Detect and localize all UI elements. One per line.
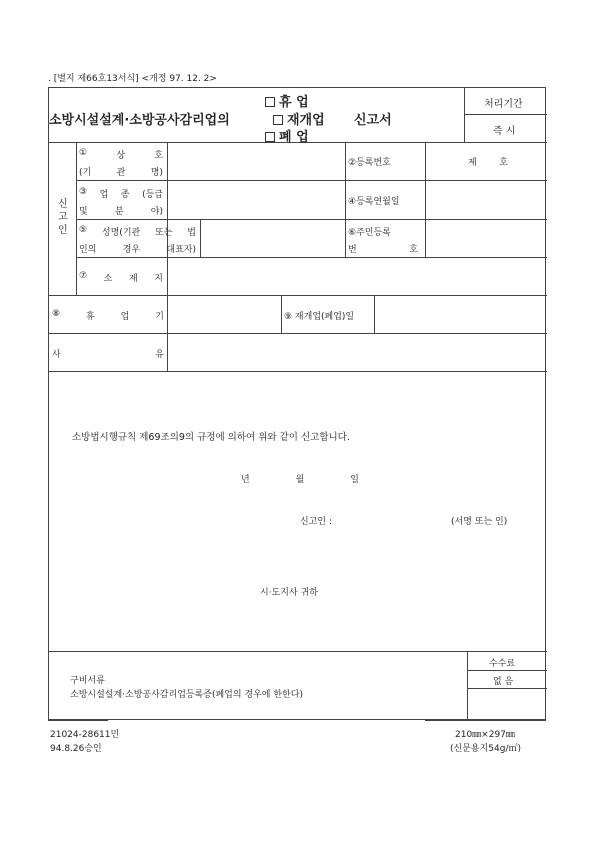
reporter-label: 신고인 : [300, 517, 332, 527]
registration-number-value: 제 호 [468, 158, 508, 168]
required-documents-label: 구비서류 [70, 676, 105, 686]
divider [49, 333, 547, 334]
field-business-type-label: ③ 업 종 (등급 및 분 야) [79, 187, 163, 217]
report-form [48, 87, 546, 720]
divider [464, 114, 547, 115]
field-registration-number-label: ②등록번호 [348, 158, 391, 168]
divider [425, 142, 426, 180]
processing-period-label: 처리기간 [484, 99, 523, 110]
divider [76, 219, 547, 220]
paper-type: (신문용지54g/㎡) [450, 744, 521, 754]
date-line: 년 월 일 [241, 475, 359, 485]
field-reopen-date-label: ⑨ 재개업(폐업)일 [284, 312, 355, 322]
applicant-label: 신 고 인 [58, 199, 68, 236]
title-option-resume: 재개업 [273, 109, 325, 128]
recipient: 시·도지사 귀하 [260, 588, 318, 598]
field-representative-name-label: ⑤ 성명(기관 또는 법 인의 경우 대표자) [79, 225, 196, 255]
divider [374, 295, 375, 333]
title-option-suspend: 휴 업 [265, 91, 309, 110]
divider [467, 670, 547, 671]
divider [345, 180, 346, 257]
divider [76, 257, 547, 258]
bottom-rule [48, 720, 108, 721]
divider [49, 295, 547, 296]
declaration-statement: 소방법시행규칙 제69조의9의 규정에 의하여 위와 같이 신고합니다. [72, 432, 350, 443]
paper-size: 210㎜×297㎜ [455, 730, 515, 740]
field-reason-label: 사 유 [52, 350, 164, 360]
fee-label: 수수료 [489, 659, 516, 669]
approval-number: 21024-28611민 [50, 730, 120, 740]
fee-value: 없 음 [493, 677, 514, 687]
field-registration-date-label: ④등록연월일 [348, 197, 400, 207]
divider [467, 688, 547, 689]
field-suspension-period-label: ⑧ 휴 업 기 [52, 309, 164, 322]
divider [49, 371, 547, 372]
form-reference: . [별지 제66호13서식] <개정 97. 12. 2> [48, 74, 217, 84]
bottom-rule [425, 720, 546, 721]
field-company-name-label: ① 상 호 (기 관 명) [79, 148, 163, 178]
divider [467, 651, 468, 721]
divider [345, 142, 346, 180]
divider [425, 180, 426, 257]
signature-label: (서명 또는 인) [451, 517, 508, 527]
divider [464, 88, 465, 142]
checkbox-icon [265, 97, 275, 107]
processing-period-value: 즉 시 [493, 126, 516, 137]
required-documents-item: 소방시설설계·소방공사감리업등록증(폐업의 경우에 한한다) [70, 690, 303, 700]
approval-date: 94.8.26승인 [50, 744, 102, 754]
divider [49, 651, 547, 652]
checkbox-icon [265, 132, 275, 142]
title-option-close: 폐 업 [265, 126, 309, 145]
divider [200, 219, 201, 257]
title-main: 소방시설설계·소방공사감리업의 [49, 113, 230, 128]
divider [281, 295, 282, 333]
field-resident-number-label: ⑥주민등록 번 호 [348, 228, 418, 255]
title-suffix: 신고서 [354, 113, 392, 128]
field-address-label: ⑦ 소 재 지 [79, 271, 163, 284]
divider [167, 142, 168, 371]
divider [76, 180, 547, 181]
divider [76, 142, 77, 295]
checkbox-icon [273, 115, 283, 125]
